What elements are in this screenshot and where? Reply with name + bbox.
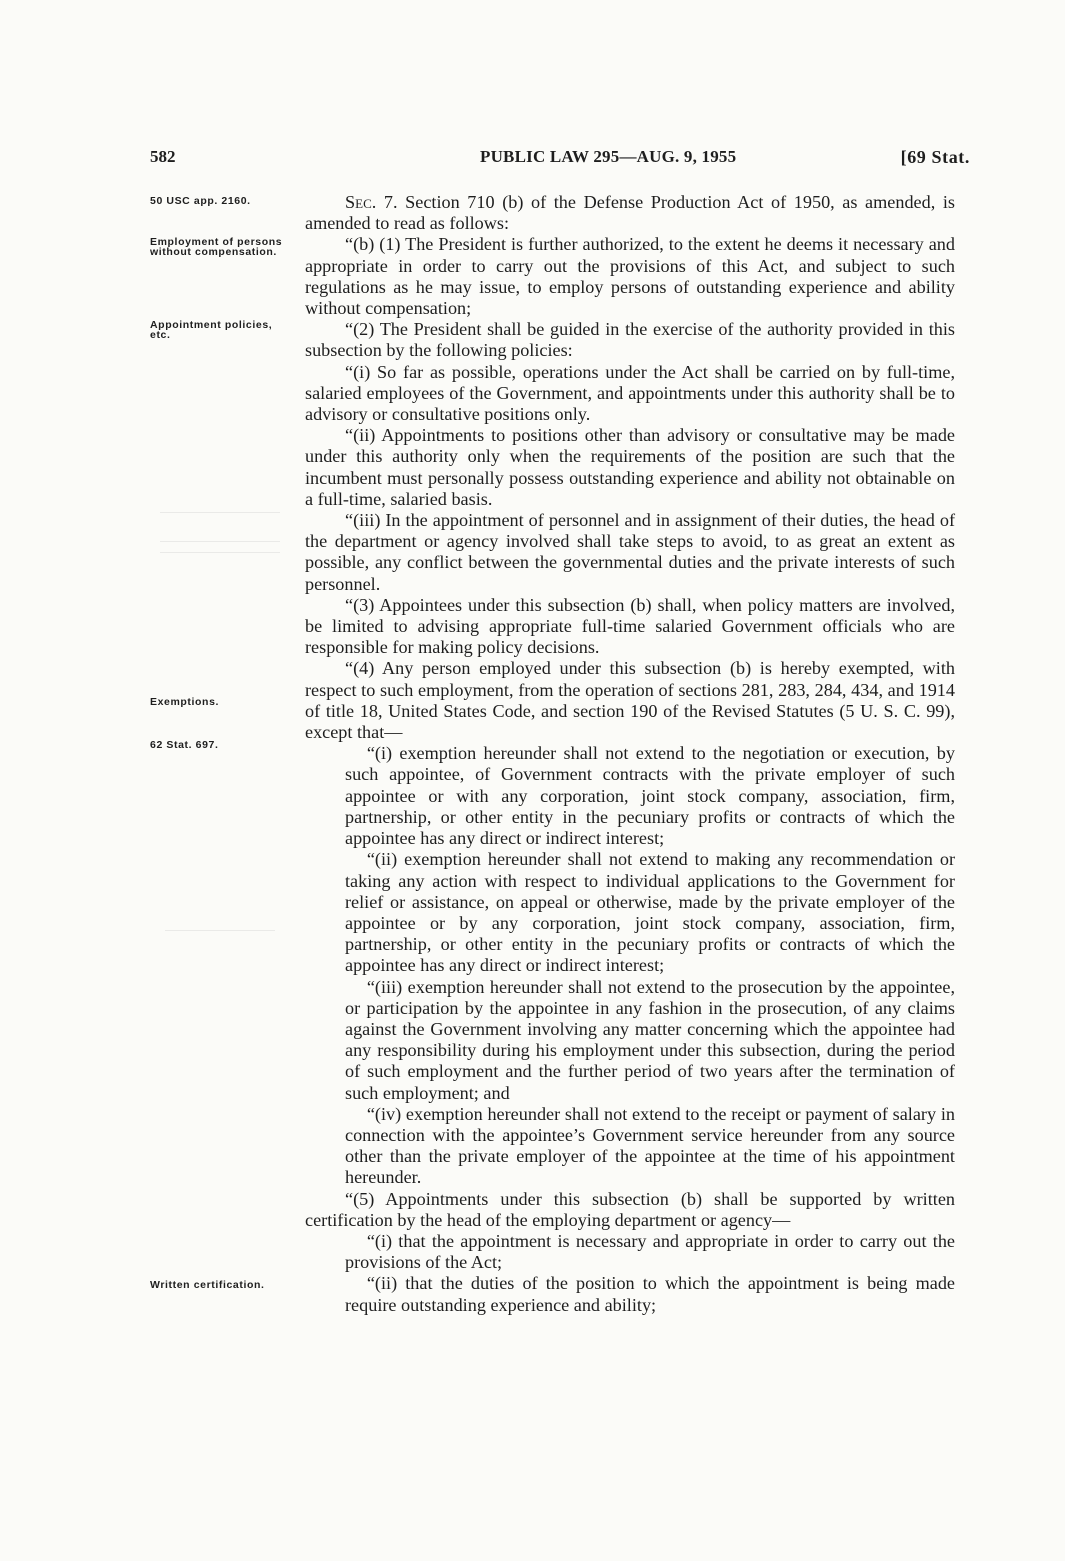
paragraph-4: “(4) Any person employed under this subsection (b) is hereby exempted, with respect to such employment, from the operation of sections 281, 283, 284, 434, and 1914 of title 18, United States Code, and section 190 of the Revised Statutes (5 U. S. C. 99), except that— (305, 658, 955, 743)
paragraph-b1: “(b) (1) The President is further authorized, to the extent he deems it necessary and appropriate in order to carry out the provisions of this Act, and subject to such regulations as he may issue, to employ persons of outstanding experience and ability without compensation; (305, 234, 955, 319)
margin-note-written: Written certification. (150, 1279, 265, 1291)
margin-note-employment: Employment of persons without compensation. (150, 236, 283, 258)
bleed-through-mark (160, 512, 280, 542)
paragraph-2: “(2) The President shall be guided in the exercise of the authority provided in this subsection by the following policies: (305, 319, 955, 361)
header-title: PUBLIC LAW 295—AUG. 9, 1955 (480, 147, 737, 166)
bleed-through-mark (160, 552, 280, 587)
margin-note-stat-ref: 62 Stat. 697. (150, 739, 219, 751)
margin-note-appointment: Appointment policies, etc. (150, 319, 273, 341)
paragraph-2-iii: “(iii) In the appointment of personnel and in assignment of their duties, the head of the department or agency involved shall take steps to avoid, to as great an extent as possible, any conflict between the governmental duties and the private interests of such personnel. (305, 510, 955, 594)
section-body (305, 192, 955, 1316)
section-label: Sec. (345, 192, 377, 212)
page-number: 582 (150, 147, 176, 166)
paragraph-3: “(3) Appointees under this subsection (b) shall, when policy matters are involved, be limited to advising appropriate full-time salaried Government officials who are responsible for making policy decisions. (305, 594, 955, 658)
margin-note-exemptions: Exemptions. (150, 696, 220, 708)
bleed-through-mark (165, 930, 275, 955)
paragraph-5-ii: “(ii) that the duties of the position to which the appointment is being made require outstanding experience and ability; (345, 1273, 955, 1315)
paragraph-4-iv: “(iv) exemption hereunder shall not extend to the receipt or payment of salary in connection with the appointee’s Government service hereunder from any source other than the private employer of the appointee at the time of his appointment hereunder. (345, 1103, 955, 1188)
running-header (150, 147, 970, 171)
paragraph-5-i: “(i) that the appointment is necessary and appropriate in order to carry out the provisions of the Act; (345, 1230, 955, 1273)
paragraph-4-iii: “(iii) exemption hereunder shall not extend to the prosecution by the appointee, or participation by the appointee in any fashion in the prosecution, of any claims against the Government involving any matter concerning which the appointee had any responsibility during his employment under this subsection, during the period of such employment and the further period of two years after the termination of such employment; and (345, 976, 955, 1103)
paragraph-4-i: “(i) exemption hereunder shall not extend to the negotiation or execution, by such appointee, of Government contracts with the private employer of such appointee or with any corporation, joint stock company, association, firm, partnership, or other entity in the pecuniary profits or contracts of which the appointee has any direct or indirect interest; (345, 743, 955, 849)
paragraph-2-i: “(i) So far as possible, operations under the Act shall be carried on by full-time, salaried employees of the Government, and appointments under this authority shall be to advisory or consultative positions only. (305, 361, 955, 425)
section-intro-text: 7. Section 710 (b) of the Defense Production Act of 1950, as amended, is amended to read as follows: (305, 192, 955, 234)
section-intro (305, 192, 955, 234)
paragraph-5: “(5) Appointments under this subsection (b) shall be supported by written certification by the head of the employing department or agency— (305, 1188, 955, 1230)
statute-volume: [69 Stat. (900, 147, 970, 167)
paragraph-4-ii: “(ii) exemption hereunder shall not extend to making any recommendation or taking any action with respect to individual applications to the Government for relief or assistance, on appeal or otherwise, made by the private employer of the appointee or by any corporation, joint stock company, association, firm, partnership, or other entity in the pecuniary profits or contracts of which the appointee has any direct or indirect interest; (345, 849, 955, 976)
paragraph-2-ii: “(ii) Appointments to positions other than advisory or consultative may be made under this authority only when the requirements of the position are such that the incumbent must personally possess outstanding experience and ability not obtainable on a full-time, salaried basis. (305, 425, 955, 509)
margin-note-usc: 50 USC app. 2160. (150, 195, 251, 207)
